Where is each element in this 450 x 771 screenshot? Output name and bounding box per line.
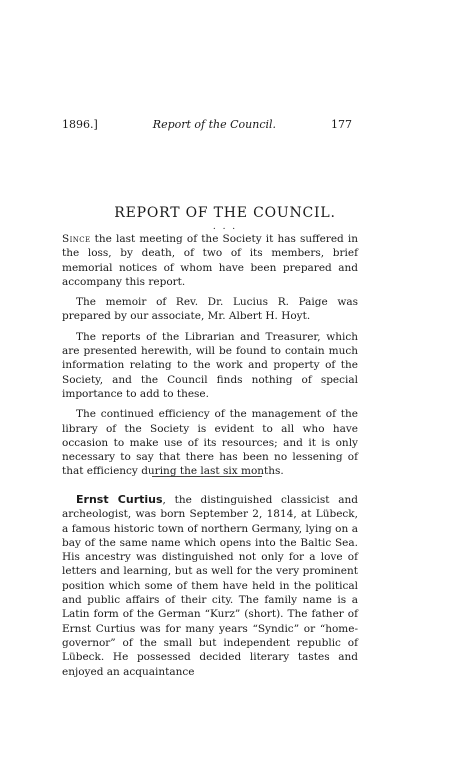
memorial-paragraph: [62, 493, 358, 679]
memorial-body: [62, 493, 358, 685]
memorial-name: Ernst Curtius: [76, 493, 163, 506]
report-paragraph-4: The continued efficiency of the management of the library of the Society is evident to all who have occasion to make use of its resources; and it is only necessary to say that there has been no lessening of that efficiency during the last six months.: [62, 408, 358, 478]
memorial-text: , the distinguished classicist and archeologist, was born September 2, 1814, at Lübeck, a famous historic town of northern Germany, lying on a bay of the same name which opens into the Baltic Sea. His ancestry was distinguished not only for a love of letters and learning, but as well for the very prominent position which some of them have held in the political and public affairs of their city. The family name is a Latin form of the German “Kurz” (short). The father of Ernst Curtius was for many years “Syndic” or “home-governor” of the small but independent republic of Lübeck. He possessed decided literary tastes and enjoyed an acquaintance: [62, 494, 358, 678]
heading-ornament: . . .: [212, 222, 238, 232]
paragraph-lead-word: Since: [62, 233, 91, 245]
running-head: [62, 118, 352, 131]
report-paragraph-1: [62, 232, 358, 289]
section-divider: [152, 476, 262, 477]
report-paragraph-1-text: the last meeting of the Society it has suffered in the loss, by death, of two of its members, brief memorial notices of whom have been prepared and accompany this report.: [62, 233, 358, 288]
report-body: [62, 232, 358, 485]
page-number: 177: [331, 118, 352, 131]
running-head-year: 1896.]: [62, 118, 98, 131]
running-head-title: Report of the Council.: [152, 118, 277, 131]
report-paragraph-3: The reports of the Librarian and Treasurer, which are presented herewith, will be found to contain much information relating to the work and property of the Society, and the Council finds nothing of special importance to add to these.: [62, 330, 358, 400]
report-paragraph-2: The memoir of Rev. Dr. Lucius R. Paige was prepared by our associate, Mr. Albert H. Hoyt.: [62, 296, 358, 323]
report-heading: REPORT OF THE COUNCIL.: [114, 205, 336, 221]
